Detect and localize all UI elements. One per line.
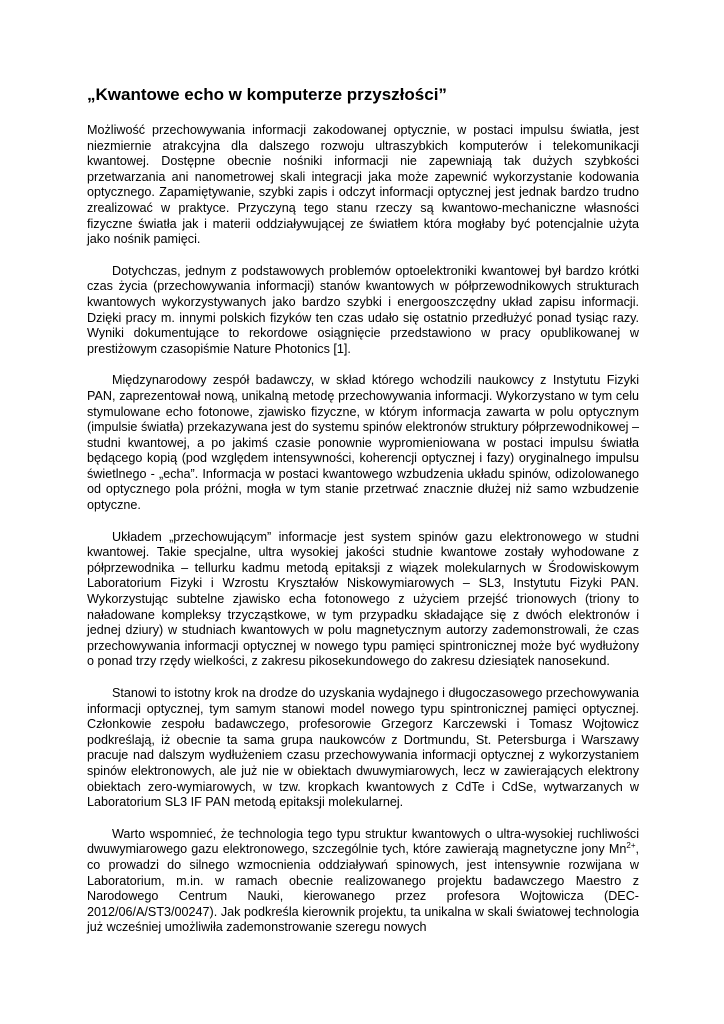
paragraph-6-text-end: , co prowadzi do silnego wzmocnienia oddziaływań spinowych, jest intensywnie rozwijana w Laboratorium, m.in. w ramach obecnie realizowanego projektu badawczego Maestro z Narodowego Centrum Nauki, kierowanego przez profesora Wojtowicza (DEC-2012/06/A/ST3/00247). Jak podkreśla kierownik projektu, ta unikalna w skali światowej technologia już wcześniej umożliwiła zademonstrowanie szeregu nowych (87, 842, 639, 935)
paragraph-4: Układem „przechowującym” informacje jest system spinów gazu elektronowego w studni kwantowej. Takie specjalne, ultra wysokiej jakości studnie kwantowe zostały wyhodowane z półprzewodnika – tellurku kadmu metodą epitaksji z wiązek molekularnych w Środowiskowym Laboratorium Fizyki i Wzrostu Kryształów Niskowymiarowych – SL3, Instytutu Fizyki PAN. Wykorzystując subtelne zjawisko echa fotonowego z użyciem przejść trionowych (triony to naładowane kompleksy trzycząstkowe, w tym przypadku składające się z dwóch elektronów i jednej dziury) w studniach kwantowych w polu magnetycznym autorzy zademonstrowali, że czas przechowywania informacji optycznej w nowego typu pamięci spintronicznej może być wydłużony o ponad trzy rzędy wielkości, z zakresu pikosekundowego do zakresu dziesiątek nanosekund. (87, 529, 639, 669)
document-title: „Kwantowe echo w komputerze przyszłości” (87, 85, 447, 104)
paragraph-6-text-start: Warto wspomnieć, że technologia tego typu struktur kwantowych o ultra-wysokiej ruchliwości dwuwymiarowego gazu elektronowego, szczególnie tych, które zawierają magnetyczne jony Mn (87, 826, 639, 857)
paragraph-5: Stanowi to istotny krok na drodze do uzyskania wydajnego i długoczasowego przechowywania informacji optycznej, tym samym stanowi model nowego typu spintronicznej pamięci optycznej. Członkowie zespołu badawczego, profesorowie Grzegorz Karczewski i Tomasz Wojtowicz podkreślają, iż obecnie ta sama grupa naukowców z Dortmundu, St. Petersburga i Warszawy pracuje nad dalszym wydłużeniem czasu przechowywania informacji optycznej z wykorzystaniem spinów elektronowych, ale już nie w obiektach dwuwymiarowych, lecz w zawierających elektrony obiektach zero-wymiarowych, w tzw. kropkach kwantowych z CdTe i CdSe, wytwarzanych w Laboratorium SL3 IF PAN metodą epitaksji molekularnej. (87, 686, 639, 810)
document-page (87, 84, 639, 936)
paragraph-1: Możliwość przechowywania informacji zakodowanej optycznie, w postaci impulsu światła, jest niezmiernie atrakcyjna dla dalszego rozwoju ultraszybkich komputerów i telekomunikacji kwantowej. Dostępne obecnie nośniki informacji nie zapewniają tak dużych szybkości przetwarzania ani nanometrowej skali integracji jaka może zapewnić wykorzystanie kodowania optycznego. Zapamiętywanie, szybki zapis i odczyt informacji optycznej jest jednak bardzo trudno zrealizować w praktyce. Przyczyną tego stanu rzeczy są kwantowo-mechaniczne własności fizyczne światła jak i materii oddziaływującej ze światłem która mogłaby być potencjalnie użyta jako nośnik pamięci. (87, 123, 639, 247)
paragraph-6 (87, 827, 639, 936)
paragraph-3: Międzynarodowy zespół badawczy, w skład którego wchodzili naukowcy z Instytutu Fizyki PAN, zaprezentował nową, unikalną metodę przechowywania informacji. Wykorzystano w tym celu stymulowane echo fotonowe, zjawisko fizyczne, w którym informacja zawarta w polu optycznym (impulsie światła) przekazywana jest do systemu spinów elektronów struktury półprzewodnikowej – studni kwantowej, a po jakimś czasie ponownie wypromieniowana w postaci impulsu światła będącego kopią (pod względem intensywności, koherencji optycznej i fazy) oryginalnego impulsu świetlnego - „echa”. Informacja w postaci kwantowego wzbudzenia układu spinów, odizolowanego od optycznego pola próżni, mogła w tym stanie przetrwać znacznie dłużej niż samo wzbudzenie optyczne. (87, 373, 639, 513)
ion-charge-superscript: 2+ (626, 841, 636, 851)
paragraph-2: Dotychczas, jednym z podstawowych problemów optoelektroniki kwantowej był bardzo krótki czas życia (przechowywania informacji) stanów kwantowych w półprzewodnikowych strukturach kwantowych wykorzystywanych jako bardzo szybki i energooszczędny układ zapisu informacji. Dzięki pracy m. innymi polskich fizyków ten czas udało się ostatnio przedłużyć ponad tysiąc razy. Wyniki dokumentujące to rekordowe osiągnięcie przedstawiono w pracy opublikowanej w prestiżowym czasopiśmie Nature Photonics [1]. (87, 263, 639, 356)
